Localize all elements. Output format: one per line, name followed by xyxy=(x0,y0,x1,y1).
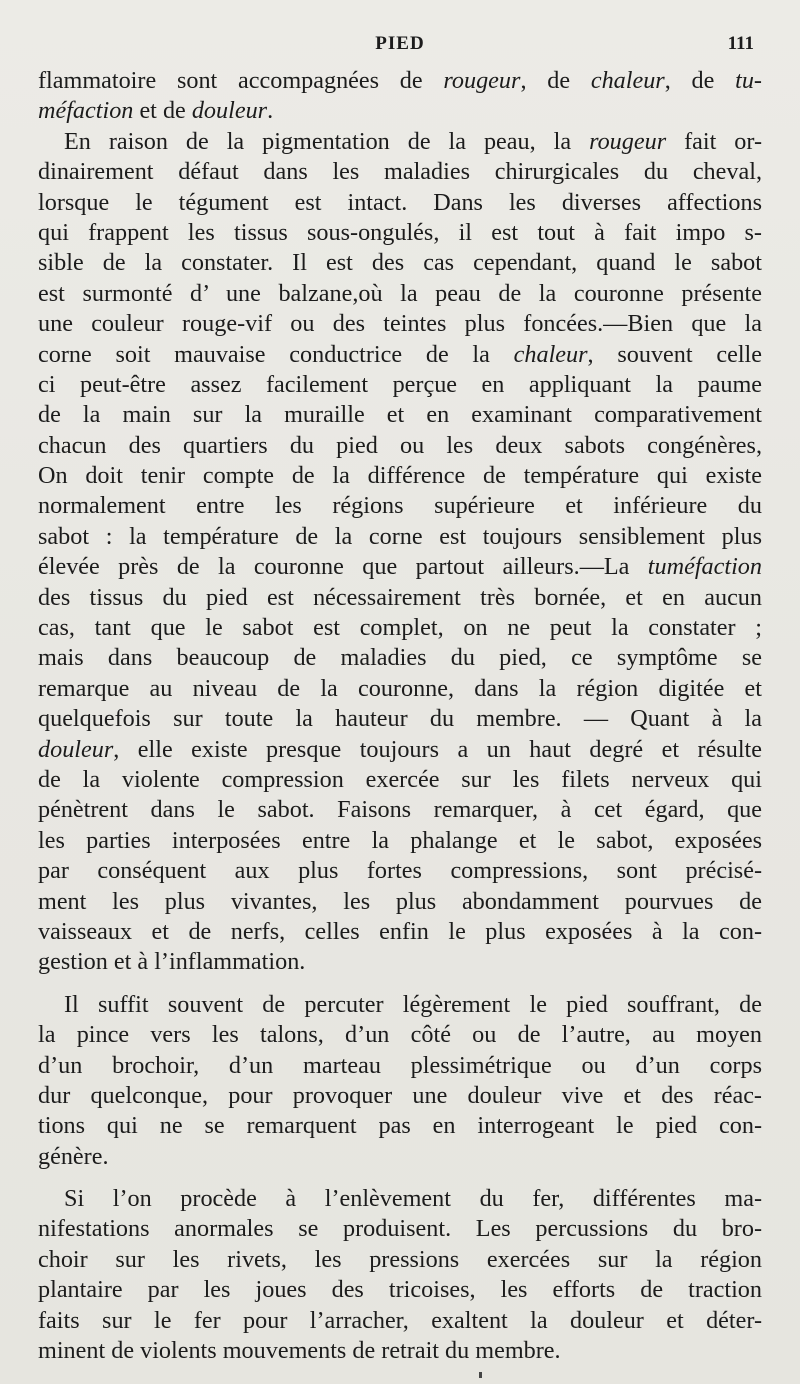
text-line: dinairement défaut dans les maladies chirurgicales du cheval, xyxy=(38,158,762,186)
text-line: de la violente compression exercée sur les filets nerveux qui xyxy=(38,765,762,793)
text-line: En raison de la pigmentation de la peau, la rougeur fait or- xyxy=(64,127,762,155)
text-line: génère. xyxy=(38,1142,109,1170)
text-line: Il suffit souvent de percuter légèrement le pied souffrant, de xyxy=(64,990,762,1018)
text-line: ci peut-être assez facilement perçue en appliquant la paume xyxy=(38,370,762,398)
text-line: Si l’on procède à l’enlèvement du fer, différentes ma- xyxy=(64,1185,762,1213)
paragraph-gap xyxy=(38,978,762,990)
text-line: corne soit mauvaise conductrice de la chaleur, souvent celle xyxy=(38,340,762,368)
paragraph xyxy=(38,1184,762,1366)
text-line: mais dans beaucoup de maladies du pied, ce symptôme se xyxy=(38,644,762,672)
text-line: On doit tenir compte de la différence de température qui existe xyxy=(38,462,762,490)
text-line: minent de violents mouvements de retrait du membre. xyxy=(38,1337,561,1365)
text-line: plantaire par les joues des tricoises, les efforts de traction xyxy=(38,1276,762,1304)
text-line: flammatoire sont accompagnées de rougeur, de chaleur, de tu- xyxy=(38,67,762,94)
text-line: d’un brochoir, d’un marteau plessimétrique ou d’un corps xyxy=(38,1051,762,1079)
paragraph-gap xyxy=(38,1172,762,1184)
text-line: les parties interposées entre la phalange et le sabot, exposées xyxy=(38,826,762,854)
text-line: lorsque le tégument est intact. Dans les diverses affections xyxy=(38,188,762,216)
text-line: tions qui ne se remarquent pas en interrogeant le pied con- xyxy=(38,1112,762,1140)
paragraph xyxy=(38,127,762,978)
text-line: sabot : la température de la corne est toujours sensiblement plus xyxy=(38,522,762,550)
text-line: douleur, elle existe presque toujours a un haut degré et résulte xyxy=(38,735,762,763)
text-line: vaisseaux et de nerfs, celles enfin le plus exposées à la con- xyxy=(38,917,762,945)
text-line: dur quelconque, pour provoquer une douleur vive et des réac- xyxy=(38,1081,762,1109)
text-line: la pince vers les talons, d’un côté ou de l’autre, au moyen xyxy=(38,1021,762,1049)
paragraph xyxy=(38,66,762,127)
text-line: élevée près de la couronne que partout ailleurs.—La tuméfaction xyxy=(38,553,762,581)
text-line: sible de la constater. Il est des cas cependant, quand le sabot xyxy=(38,249,762,277)
page-number: 111 xyxy=(727,33,754,54)
text-line: faits sur le fer pour l’arracher, exaltent la douleur et déter- xyxy=(38,1306,762,1334)
text-line: nifestations anormales se produisent. Les percussions du bro- xyxy=(38,1215,762,1243)
text-line: une couleur rouge-vif ou des teintes plus foncées.—Bien que la xyxy=(38,310,762,338)
text-line: pénètrent dans le sabot. Faisons remarquer, à cet égard, que xyxy=(38,796,762,824)
body-text xyxy=(38,66,762,1366)
text-line: ment les plus vivantes, les plus abondamment pourvues de xyxy=(38,887,762,915)
text-line: qui frappent les tissus sous-ongulés, il est tout à fait impo s- xyxy=(38,218,762,246)
paragraph xyxy=(38,990,762,1172)
running-header-title: PIED xyxy=(375,33,425,54)
text-line: chacun des quartiers du pied ou les deux sabots congénères, xyxy=(38,431,762,459)
text-line: de la main sur la muraille et en examinant comparativement xyxy=(38,401,762,429)
print-mark xyxy=(479,1372,482,1378)
text-line: choir sur les rivets, les pressions exercées sur la région xyxy=(38,1245,762,1273)
text-line: quelquefois sur toute la hauteur du membre. — Quant à la xyxy=(38,705,762,733)
text-line: est surmonté d’ une balzane,où la peau de la couronne présente xyxy=(38,279,762,307)
text-line: normalement entre les régions supérieure et inférieure du xyxy=(38,492,762,520)
text-line: méfaction et de douleur. xyxy=(38,97,274,125)
text-line: cas, tant que le sabot est complet, on ne peut la constater ; xyxy=(38,614,762,642)
text-line: gestion et à l’inflammation. xyxy=(38,948,306,976)
text-line: remarque au niveau de la couronne, dans la région digitée et xyxy=(38,674,762,702)
text-line: des tissus du pied est nécessairement très bornée, et en aucun xyxy=(38,583,762,611)
text-line: par conséquent aux plus fortes compressions, sont précisé- xyxy=(38,857,762,885)
